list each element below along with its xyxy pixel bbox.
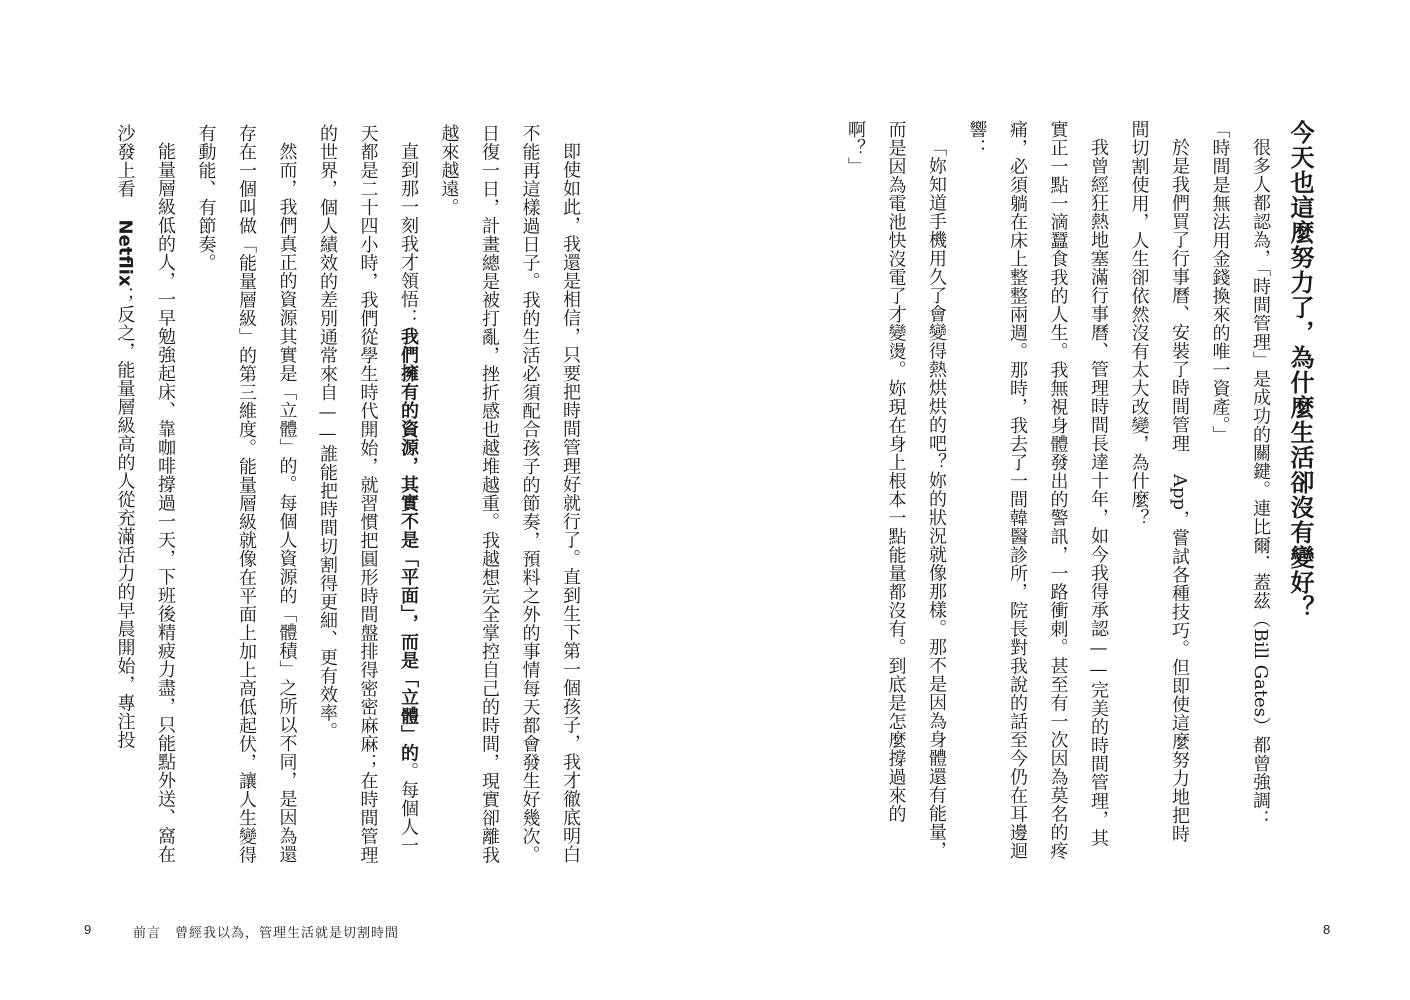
- section-heading: 今天也這麼努力了，為什麼生活卻沒有變好？: [1286, 120, 1314, 620]
- paragraph: [307, 124, 429, 864]
- right-page: [705, 0, 1410, 1000]
- latin-text: App: [1169, 474, 1190, 511]
- paragraph-text: ）都曾強調：「時間是無法用金錢換來的唯一資產。」: [1209, 120, 1271, 828]
- right-page-body: [835, 120, 1320, 860]
- paragraph: 即使如此，我還是相信，只要把時間管理好就行了。直到生下第一個孩子，我才徹底明白不能再這樣過日子。我的生活必須配合孩子的節奏，預料之外的事情每天都會發生好幾次。日復一日，計畫總是被打亂，挫折感也越堆越重。我越想完全掌控自己的時間，現實卻離我越來越遠。: [438, 124, 581, 864]
- paragraph-text: 。每個人一天都是二十四小時，我們從學生時代開始，就習慣把圓形時間盤排得密密麻麻；在時間管理的世界，個人績效的差別通常來自——誰能把時間切割得更細、更有效率。: [317, 124, 419, 864]
- latin-text: Netflix: [114, 219, 136, 287]
- paragraph: 然而，我們真正的資源其實是「立體」的。每個人資源的「體積」之所以不同，是因為還存在一個叫做「能量層級」的第三維度。能量層級就像在平面上加上高低起伏，讓人生變得有動能、有節奏。: [195, 124, 298, 864]
- paragraph: [1118, 120, 1199, 860]
- page-number: 9: [84, 922, 92, 937]
- paragraph: 我曾經狂熱地塞滿行事曆、管理時間長達十年，如今我得承認——完美的時間管理，其實正一點一滴蠶食我的人生。我無視身體發出的警訊，一路衝刺。甚至有一次因為莫名的疼痛，必須躺在床上整整兩週。那時，我去了一間韓醫診所，院長對我說的話至今仍在耳邊迴響：: [966, 120, 1109, 860]
- paragraph-text: ；反之，能量層級高的人從充滿活力的早晨開始，專注投: [114, 286, 136, 749]
- paragraph-text: 很多人都認為，「時間管理」是成功的關鍵。連比爾．蓋茲（: [1250, 138, 1271, 629]
- left-page-body: [110, 124, 590, 864]
- running-head: 前言 曾經我以為，管理生活就是切割時間: [133, 925, 400, 940]
- paragraph-text: ，嘗試各種技巧。但即使這麼努力地把時間切割使用，人生卻依然沒有太大改變，為什麼？: [1128, 120, 1190, 844]
- paragraph-text: 於是我們買了行事曆、安裝了時間管理: [1169, 138, 1190, 474]
- paragraph-text: 直到那一刻我才領悟：: [398, 142, 419, 327]
- paragraph: [104, 124, 185, 864]
- paragraph-text: 能量層級低的人，一早勉強起床、靠咖啡撐過一天，下班後精疲力盡，只能點外送、窩在沙發上看: [114, 124, 176, 864]
- page-number: 8: [1323, 922, 1331, 937]
- paragraph: [1199, 120, 1280, 860]
- quote-paragraph: 「妳知道手機用久了會變得熱烘烘的吧？妳的狀況就像那樣。那不是因為身體還有能量，而是因為電池快沒電了才變燙。妳現在身上根本一點能量都沒有。到底是怎麼撐過來的啊？」: [845, 120, 947, 860]
- latin-text: Bill Gates: [1250, 628, 1271, 717]
- emphasis-text: 我們擁有的資源，其實不是「平面」，而是「立體」的: [398, 327, 419, 762]
